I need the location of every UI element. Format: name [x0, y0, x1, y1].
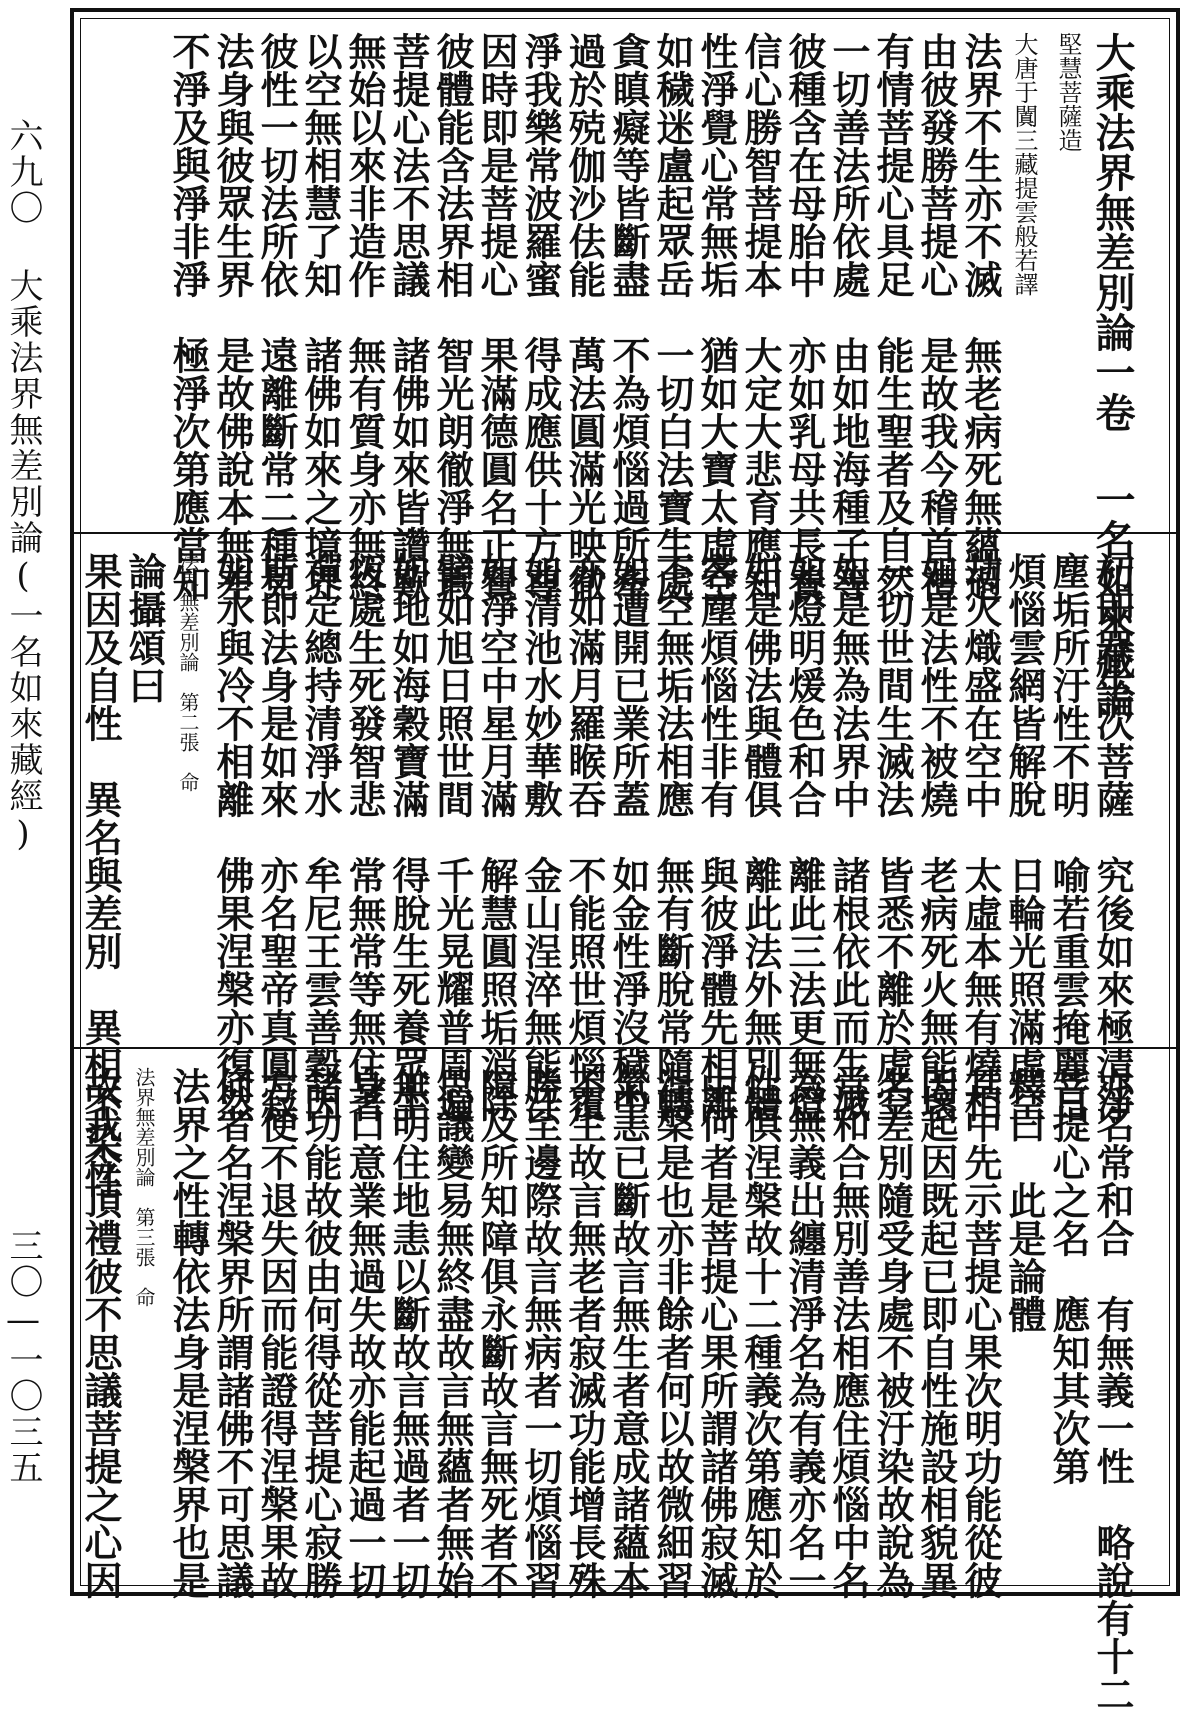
text-column: 初即眾生次菩薩 究後如來極清淨 [1090, 552, 1135, 1122]
text-column: 身口意業無過失故亦能起過一切 [342, 1067, 387, 1599]
page-frame [70, 8, 1180, 1713]
text-column: 塵垢所汙性不明 喻若重雲掩麗日 [1046, 552, 1091, 1122]
text-column: 如穢迷盧起眾岳 一切白法寶生處 [650, 32, 695, 602]
text-column: 因起因既起已即自性施設相貌異 [914, 1067, 959, 1599]
text-column: 劫火熾盛在空中 太虛本無有燒相 [958, 552, 1003, 1122]
text-column: 有情菩提心具足 能生聖者及自然 [870, 32, 915, 602]
text-column: 勝至邊際故言無病者一切煩惱習 [518, 1067, 563, 1599]
text-column: 如水與冷不相離 佛果涅槃亦復然 [210, 552, 255, 1122]
text-column: 法界不生亦不滅 無老病死無蘊過 [958, 32, 1003, 602]
text-column: 煩惱雲網皆解脫 日輪光照滿虛空 [1002, 552, 1047, 1122]
text-column: 性俱涅槃故十二種義次第應知於 [738, 1067, 783, 1599]
text-column: 氣恚已斷故言無生者意成諸蘊本 [606, 1067, 651, 1599]
text-column: 如淨空中星月滿 解慧圓照垢消除 [474, 552, 519, 1122]
text-column: 由彼發勝菩提心 是故我今稽首禮 [914, 32, 959, 602]
text-column: 其中先示菩提心果次明功能從彼 [958, 1067, 1003, 1599]
text-column: 一切世間生滅法 皆悉不離於虛空 [870, 552, 915, 1122]
text-column: 菩提心之名 應知其次第 [1046, 1067, 1091, 1485]
text-column: 如地如海穀寶滿 得脫生死養眾生 [386, 552, 431, 1122]
text-column: 亦名常和合 有無義一性 略說有十二 [1090, 1067, 1135, 1713]
text-column: 法界之性轉依法身是涅槃界也是 [166, 1067, 211, 1599]
text-column: 釋曰 此是論體 [1002, 1067, 1047, 1333]
text-column: 不生故言無老者寂滅功能增長殊 [562, 1067, 607, 1599]
text-column: 恆處生死發智悲 常無常等無住著 [342, 552, 387, 1122]
text-column: 不淨及與淨非淨 極淨次第應當知 [166, 32, 211, 602]
text-column: 如遭開已業所蓋 如金性淨沒穢中 [606, 552, 651, 1122]
text-column: 如清池水妙華敷 金山浧淬無能汙 [518, 552, 563, 1122]
text-column: 因時即是菩提心 果滿德圓名正覺 [474, 32, 519, 602]
text-column: 彼體能含法界相 智光朗徹淨無瑕 [430, 32, 475, 602]
text-column: 譬如旭日照世間 千光晃耀普周遍 [430, 552, 475, 1122]
text-column: 果因及自性 異名與差別 異相不染性 [78, 552, 123, 1198]
text-column: 如是無為法界中 諸根依此而生滅 [826, 552, 871, 1122]
text-column: 思議變易無終盡故言無蘊者無始 [430, 1067, 475, 1599]
text-column: 斯即法身是如來 亦名聖帝真圓寂 [254, 552, 299, 1122]
text-column: 不空無垢法相應 無有斷脫常隨轉 [650, 552, 695, 1122]
text-column: 涅槃是也亦非餘者何以故微細習 [650, 1067, 695, 1599]
text-column: 淨我樂常波羅蜜 得成應供十方尊 [518, 32, 563, 602]
page-note: 法界無差別論 第二張 命 [176, 552, 200, 792]
text-column: 性淨覺心常無垢 猶如大寶太虛空 [694, 32, 739, 602]
text-column: 中何者是菩提心果所謂諸佛寂滅 [694, 1067, 739, 1599]
text-column: 堅慧菩薩造 [1054, 32, 1082, 152]
text-column: 法身與彼眾生界 是故佛說本無差 [210, 32, 255, 602]
text-column: 如是佛法與體俱 離此法外無別體 [738, 552, 783, 1122]
text-column: 如是法性不被燒 老病死火無能壞 [914, 552, 959, 1122]
text-column: 論攝頌曰 [122, 552, 167, 704]
text-column: 為無義出纏清淨名為有義亦名一 [782, 1067, 827, 1599]
text-column: 故我今頂禮彼不思議菩提之心因 [78, 1067, 123, 1599]
text-column: 何者名涅槃界所謂諸佛不可思議 [210, 1067, 255, 1599]
text-column: 大唐于闐三藏提雲般若譯 [1010, 32, 1038, 296]
text-column: 禪定總持清淨水 牟尼王雲善穀因 [298, 552, 343, 1122]
text-column: 常和合無別善法相應住煩惱中名 [826, 1067, 871, 1599]
text-column: 障及所知障俱永斷故言無死者不 [474, 1067, 519, 1599]
margin-page-number: 三〇—一〇三五 [3, 1228, 43, 1486]
text-column: 客塵煩惱性非有 與彼淨體先相離 [694, 552, 739, 1122]
text-column: 貪瞋癡等皆斷盡 不為煩惱過所牽 [606, 32, 651, 602]
text-column: 亦如滿月羅睺吞 不能照世煩惱覆 [562, 552, 607, 1122]
text-column: 以空無相慧了知 諸佛如來之境界 [298, 32, 343, 602]
text-panel-3 [78, 1067, 1135, 1713]
text-column: 如燈明煖色和合 離此三法更無燈 [782, 552, 827, 1122]
text-column: 無明住地恚以斷故言無過者一切 [386, 1067, 431, 1599]
text-column: 諸功能故彼由何得從菩提心寂勝 [298, 1067, 343, 1599]
text-column: 一切善法所依處 由如地海種子等 [826, 32, 871, 602]
text-column: 過於殑伽沙佉能 萬法圓滿光映徹 [562, 32, 607, 602]
text-column: 名差別隨受身處不被汙染故說為 [870, 1067, 915, 1599]
text-column: 菩提心法不思議 諸佛如來皆讚歎 [386, 32, 431, 602]
text-column: 大乘法界無差別論一卷 一名如來藏論 [1089, 32, 1136, 719]
margin-title: 六九〇 大乘法界無差別論(一名如來藏經) [3, 118, 43, 856]
text-column: 無始以來非造作 無有質身亦無終 [342, 32, 387, 602]
text-column: 彼種含在母胎中 亦如乳母共長養 [782, 32, 827, 602]
page-note: 法界無差別論 第三張 命 [132, 1067, 156, 1307]
text-column: 信心勝智菩提本 大定大悲育應知 [738, 32, 783, 602]
text-column: 彼性一切法所依 遠離斷常二種見 [254, 32, 299, 602]
text-column: 方便不退失因而能證得涅槃果故 [254, 1067, 299, 1599]
